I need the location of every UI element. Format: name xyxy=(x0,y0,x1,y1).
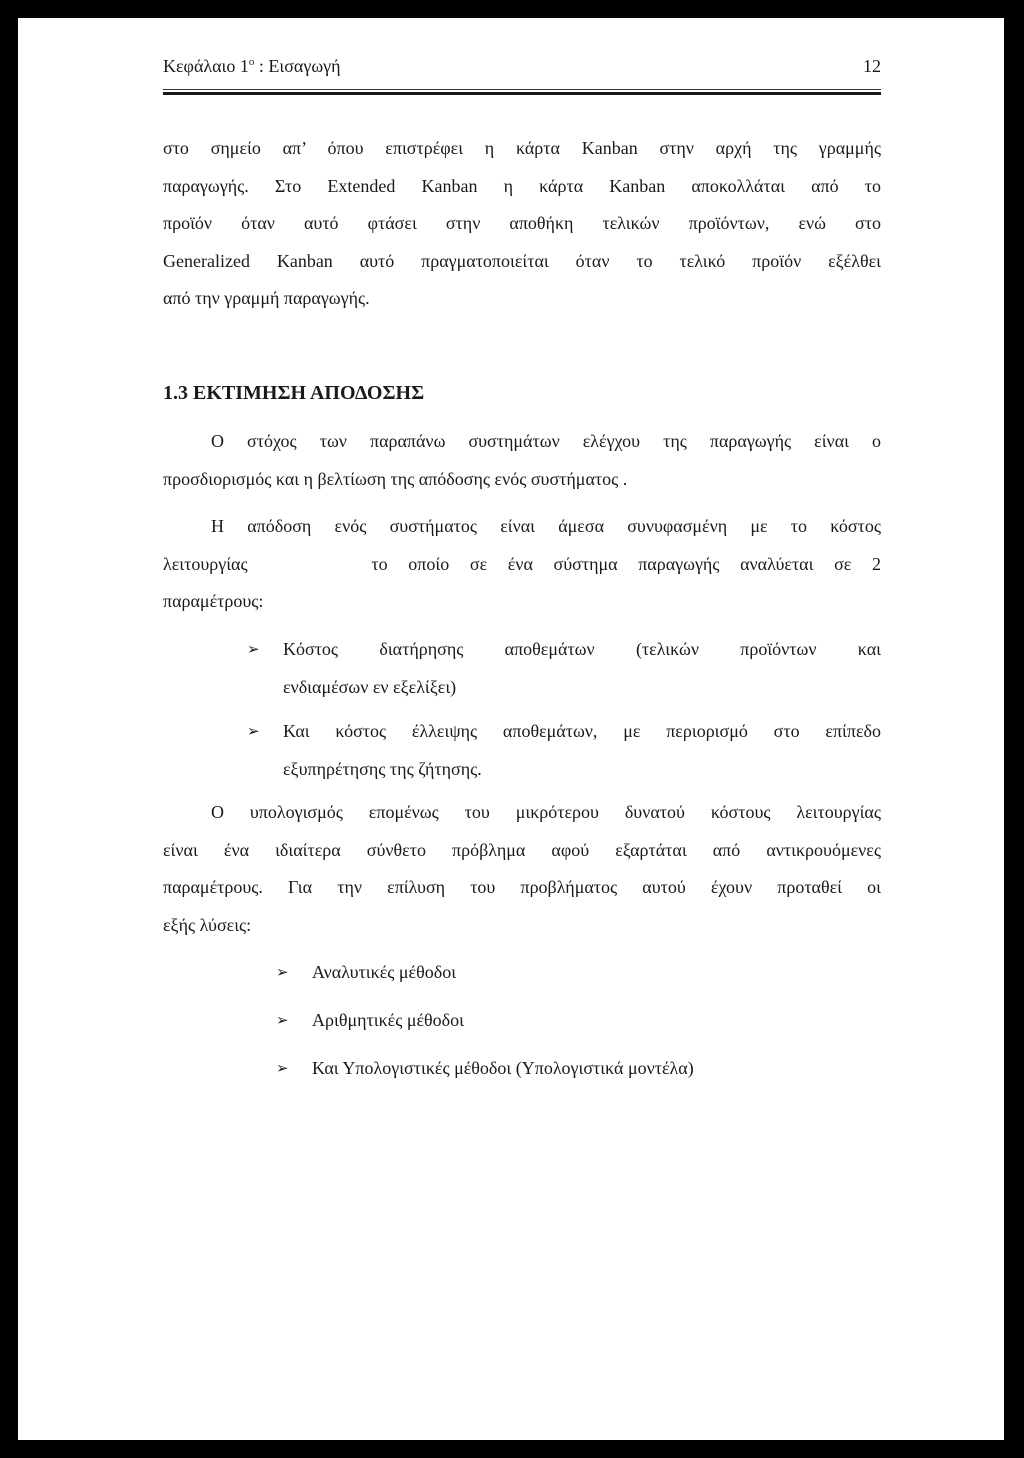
arrow-bullet-icon: ➢ xyxy=(247,722,260,740)
arrow-bullet-icon: ➢ xyxy=(276,963,289,981)
chapter-title-suffix: : Εισαγωγή xyxy=(254,56,341,76)
paragraph-line: Ο στόχος των παραπάνω συστημάτων ελέγχου της παραγωγής είναι ο xyxy=(211,431,881,451)
method-label: Αριθμητικές μέθοδοι xyxy=(312,1010,464,1030)
chapter-title xyxy=(163,51,341,81)
chapter-title-superscript: o xyxy=(248,56,255,68)
list-item xyxy=(276,951,876,993)
bullet-line: ενδιαμέσων εν εξελίξει) xyxy=(283,676,457,697)
arrow-bullet-icon: ➢ xyxy=(247,640,260,658)
paragraph-line: προσδιορισμός και η βελτίωση της απόδοσης ενός συστήματος . xyxy=(163,468,628,489)
paragraph-line: Η απόδοση ενός συστήματος είναι άμεσα συνυφασμένη με το κόστος xyxy=(211,516,881,536)
list-item xyxy=(276,1047,876,1089)
arrow-bullet-icon: ➢ xyxy=(276,1059,289,1077)
paragraph-line: στο σημείο απ’ όπου επιστρέφει η κάρτα Kanban στην αρχή της γραμμής xyxy=(163,138,881,158)
paragraph-line: παραμέτρους. Για την επίλυση του προβλήματος αυτού έχουν προταθεί οι xyxy=(163,877,881,897)
paragraph-line: εξής λύσεις: xyxy=(163,914,252,935)
paragraph-line: Generalized Kanban αυτό πραγματοποιείται όταν το τελικό προϊόν εξέλθει xyxy=(163,250,881,271)
paragraph-line: είναι ένα ιδιαίτερα σύνθετο πρόβλημα αφού εξαρτάται από αντικρουόμενες xyxy=(163,839,881,860)
paragraph-line: από την γραμμή παραγωγής. xyxy=(163,288,370,308)
goal-paragraph xyxy=(163,423,881,498)
bullet-line: εξυπηρέτησης της ζήτησης. xyxy=(283,758,482,779)
calc-paragraph xyxy=(163,794,881,944)
document-page xyxy=(18,18,1004,1440)
method-bullet-list xyxy=(276,951,876,1089)
intro-paragraph xyxy=(163,130,881,318)
section-title: 1.3 ΕΚΤΙΜΗΣΗ ΑΠΟΔΟΣΗΣ xyxy=(163,382,425,404)
arrow-bullet-icon: ➢ xyxy=(276,1011,289,1029)
method-label: Αναλυτικές μέθοδοι xyxy=(312,962,457,982)
paragraph-line: λειτουργίας το οποίο σε ένα σύστημα παραγωγής αναλύεται σε 2 xyxy=(163,553,881,574)
bullet-line: Κόστος διατήρησης αποθεμάτων (τελικών προϊόντων και xyxy=(283,639,881,659)
method-label: Και Υπολογιστικές μέθοδοι (Υπολογιστικά μοντέλα) xyxy=(312,1058,694,1078)
chapter-title-prefix: Κεφάλαιο 1 xyxy=(163,56,249,76)
list-item xyxy=(276,999,876,1041)
header-rule xyxy=(163,89,881,95)
list-item xyxy=(247,631,881,706)
bullet-line: Και κόστος έλλειψης αποθεμάτων, με περιορισμό στο επίπεδο xyxy=(283,721,881,741)
paragraph-line: Ο υπολογισμός επομένως του μικρότερου δυνατού κόστους λειτουργίας xyxy=(211,802,881,822)
page-header xyxy=(163,51,881,81)
cost-paragraph xyxy=(163,508,881,621)
cost-bullet-list xyxy=(247,631,881,788)
page-number: 12 xyxy=(863,56,881,76)
paragraph-line: προϊόν όταν αυτό φτάσει στην αποθήκη τελικών προϊόντων, ενώ στο xyxy=(163,213,881,233)
paragraph-line: παραμέτρους: xyxy=(163,591,264,611)
paragraph-line: παραγωγής. Στο Extended Kanban η κάρτα Kanban αποκολλάται από το xyxy=(163,175,881,196)
list-item xyxy=(247,713,881,788)
